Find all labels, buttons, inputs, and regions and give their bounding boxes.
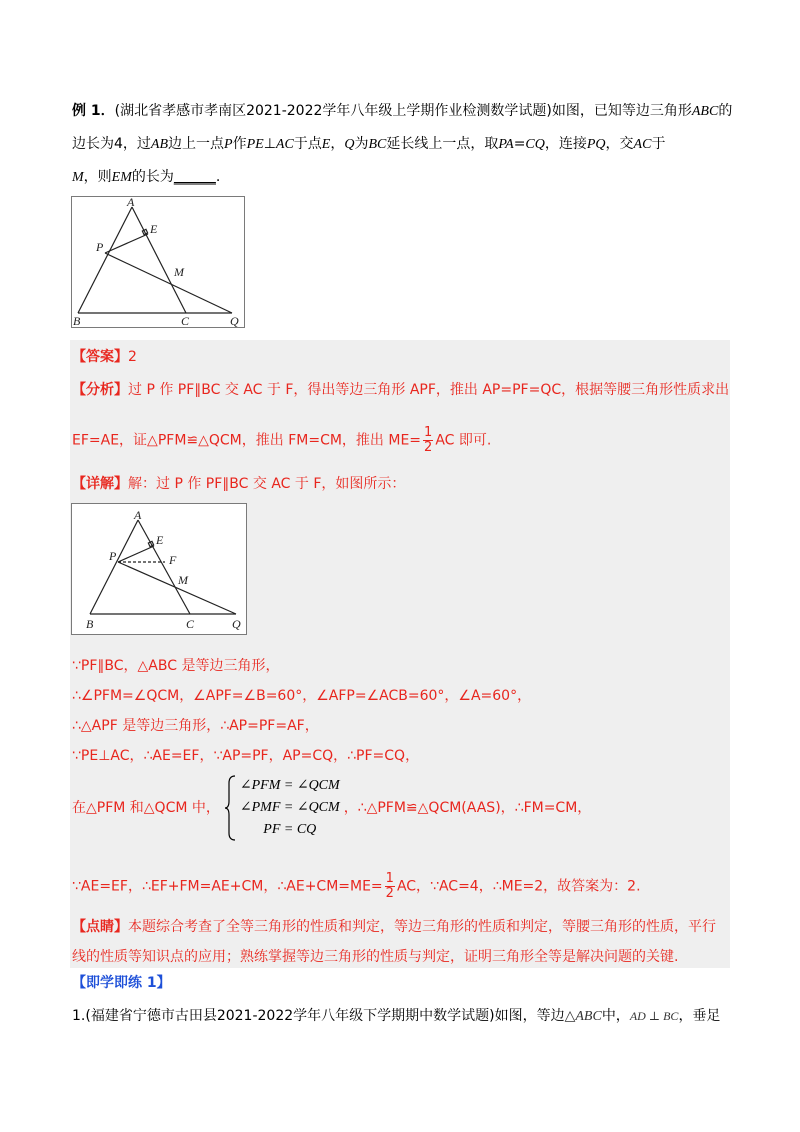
detail-step-1: ∵PF∥BC，△ABC 是等边三角形，	[72, 658, 280, 674]
fig1-label-p: P	[96, 240, 104, 254]
figure-2	[71, 503, 247, 635]
answer-value: 2	[128, 349, 137, 365]
analysis-line-1: 【分析】过 P 作 PF∥BC 交 AC 于 F，得出等边三角形 APF，推出 AP=PF=QC，根据等腰三角形性质求出	[72, 382, 730, 398]
answer-tag: 【答案】	[72, 349, 128, 365]
analysis-tag: 【分析】	[72, 382, 128, 398]
figure-1-diagram	[72, 197, 244, 327]
detail-step-3: ∴△APF 是等边三角形，∴AP=PF=AF，	[72, 718, 319, 734]
final-fraction: $\frac{1}{2}$	[385, 871, 394, 901]
system-row-2: ∠PMF = ∠QCM	[239, 800, 340, 815]
fig2-label-q: Q	[232, 617, 241, 631]
fig1-label-b: B	[73, 314, 81, 327]
detail-step-4: ∵PE⊥AC，∴AE=EF，∵AP=PF，AP=CQ，∴PF=CQ，	[72, 748, 420, 764]
left-brace-icon	[224, 775, 236, 841]
fig1-label-q: Q	[230, 314, 239, 327]
answer-blank: ______	[173, 169, 216, 185]
fig2-label-m: M	[178, 573, 188, 587]
example-line-1: 例 1．(湖北省孝感市孝南区2021-2022学年八年级上学期作业检测数学试题)如图，已知等边三角形ABC的	[72, 103, 733, 119]
detail-final-line: ∵AE=EF，∴EF+FM=AE+CM，∴AE+CM=ME= $\frac{1}{2}$ AC，∵AC=4，∴ME=2，故答案为：2.	[72, 871, 641, 901]
fig2-label-a: A	[134, 508, 142, 522]
fig1-label-c: C	[181, 314, 190, 327]
fig1-label-a: A	[127, 197, 135, 209]
example-label: 例 1．	[72, 103, 115, 119]
fig1-line-pq	[105, 253, 232, 313]
congruence-system	[224, 775, 340, 841]
fig2-label-c: C	[186, 617, 195, 631]
fig1-line-ac	[132, 207, 186, 313]
ad-perp-bc: AD ⊥ BC	[629, 1009, 679, 1023]
fig2-line-pq	[118, 562, 236, 614]
fig2-line-ac	[138, 520, 190, 614]
example-line-3: M，则EM的长为______.	[72, 169, 221, 185]
analysis-fraction: $\frac{1}{2}$	[424, 425, 433, 455]
fig1-label-m: M	[174, 265, 184, 279]
fig2-label-f: F	[169, 553, 177, 567]
fig1-line-ab	[78, 207, 132, 313]
system-row-3: PF = CQ	[263, 822, 317, 837]
figure-1	[71, 196, 245, 328]
answer-line	[72, 347, 137, 367]
practice-item-1: 1.(福建省宁德市古田县2021-2022学年八年级下学期期中数学试题)如图，等边△ABC中，AD ⊥ BC，垂足	[72, 1008, 721, 1024]
detail-intro: 【详解】解：过 P 作 PF∥BC 交 AC 于 F，如图所示：	[72, 476, 406, 492]
triangle-abc: △ABC	[564, 1009, 602, 1024]
system-row-1: ∠PFM = ∠QCM	[239, 778, 340, 793]
detail-system-line: 在△PFM 和△QCM 中， ∠PFM = ∠QCM ∠PMF = ∠QCM PF = CQ ，∴△PFM≌△QCM(AAS)，∴FM=CM，	[72, 772, 591, 844]
example-problem	[72, 95, 732, 194]
detail-tag: 【详解】	[72, 476, 128, 492]
fig1-line-pe	[105, 234, 148, 253]
fig2-label-b: B	[86, 617, 94, 631]
comment-line-1: 【点睛】本题综合考查了全等三角形的性质和判定，等边三角形的性质和判定，等腰三角形的性质，平行	[72, 919, 716, 935]
figure-2-diagram	[72, 504, 246, 634]
analysis-line-2: EF=AE，证△PFM≌△QCM，推出 FM=CM，推出 ME= $\frac{1}{2}$ AC 即可.	[72, 425, 492, 455]
comment-line-2: 线的性质等知识点的应用；熟练掌握等边三角形的性质与判定，证明三角形全等是解决问题的关键.	[72, 949, 679, 965]
practice-title: 【即学即练 1】	[72, 975, 171, 991]
example-line-2: 边长为4，过AB边上一点P作PE⊥AC于点E，Q为BC延长线上一点，取PA=CQ，连接PQ，交AC于	[72, 136, 666, 152]
comment-tag: 【点睛】	[72, 919, 128, 935]
fig1-label-e: E	[150, 222, 158, 236]
fig2-label-e: E	[156, 533, 164, 547]
fig2-label-p: P	[109, 549, 117, 563]
detail-step-2: ∴∠PFM=∠QCM，∠APF=∠B=60°，∠AFP=∠ACB=60°，∠A=60°，	[72, 688, 532, 704]
